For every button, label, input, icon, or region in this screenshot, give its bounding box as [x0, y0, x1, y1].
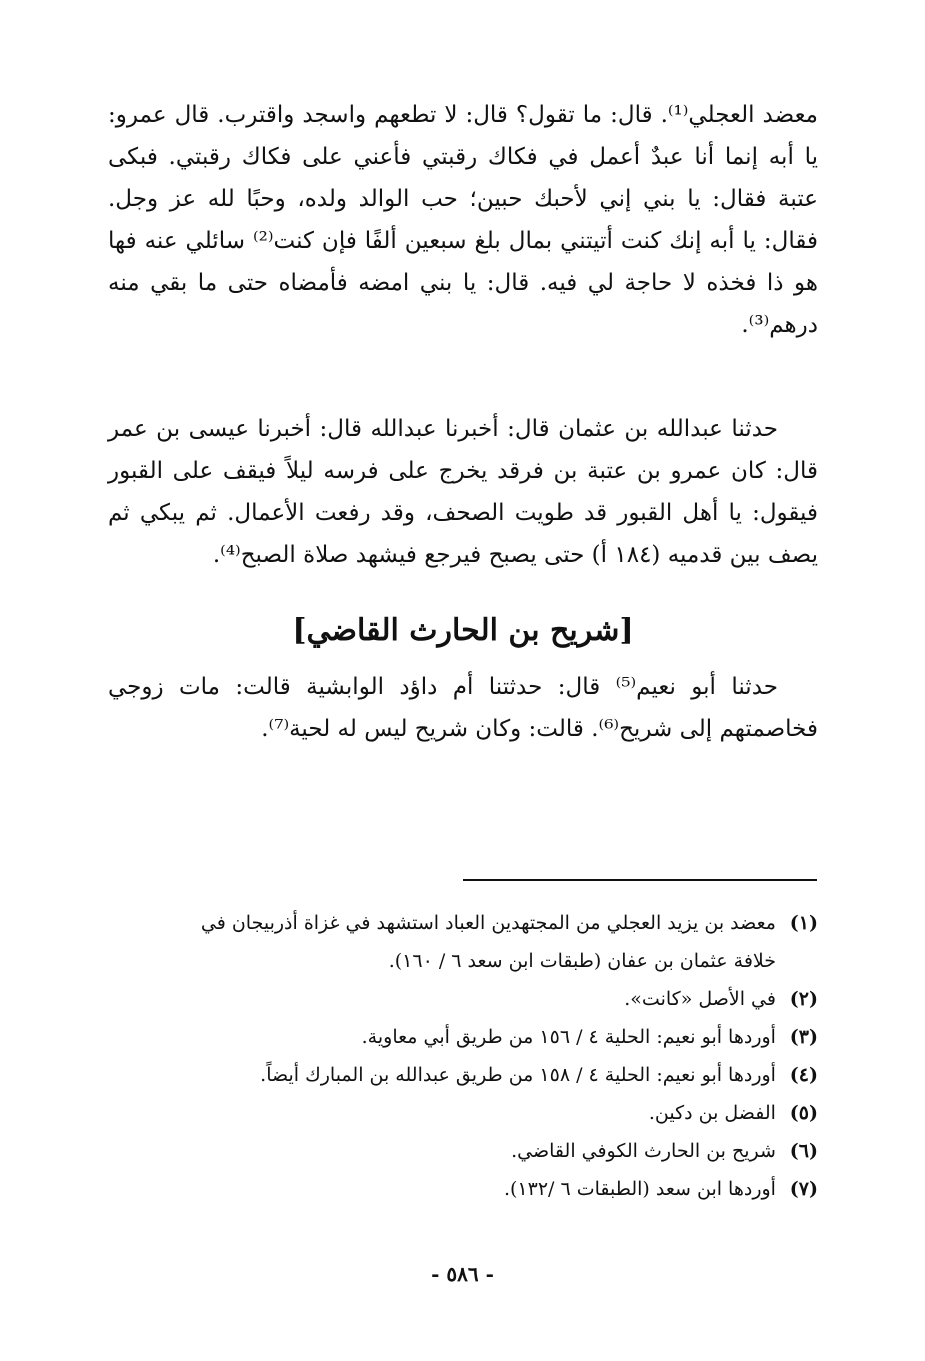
paragraph-shurayh: [108, 666, 818, 750]
paragraph-text: معضد العجلي⁽¹⁾. قال: ما تقول؟ قال: لا تطعهم واسجد واقترب. قال عمرو: يا أبه إنما أنا عبدٌ أعمل في فكاك رقبتي فأعني على فكاك رقبتي. فبكى عتبة فقال: يا بني إني لأحبك حبين؛ حب الوالد ولده، وحبًا لله عز وجل. فقال: يا أبه إنك كنت أتيتني بمال بلغ سبعين ألفًا فإن كنت⁽²⁾ سائلي عنه فها هو ذا فخذه لا حاجة لي فيه. قال: يا بني امضه فأمضاه حتى ما بقي منه درهم⁽³⁾.: [108, 102, 818, 338]
footnote-item: [108, 1170, 818, 1208]
paragraph-text: حدثنا عبدالله بن عثمان قال: أخبرنا عبدالله قال: أخبرنا عيسى بن عمر قال: كان عمرو بن عتبة بن فرقد يخرج على فرسه ليلاً فيقف على القبور فيقول: يا أهل القبور قد طويت الصحف، وقد رفعت الأعمال. ثم يبكي ثم يصف بين قدميه (١٨٤ أ) حتى يصبح فيرجع فيشهد صلاة الصبح⁽⁴⁾.: [108, 416, 818, 568]
footnotes-list: [108, 904, 818, 1208]
footnote-number: (٦): [789, 1140, 818, 1162]
footnote-item: [108, 980, 818, 1018]
footnote-item: [108, 1018, 818, 1056]
footnote-number: (٧): [789, 1178, 818, 1200]
section-heading: [شريح بن الحارث القاضي]: [292, 613, 634, 648]
page-number: - ٥٨٦ -: [431, 1262, 494, 1286]
footnote-text: أوردها أبو نعيم: الحلية ٤ / ١٥٨ من طريق عبدالله بن المبارك أيضاً.: [260, 1064, 776, 1086]
footnote-text: أوردها أبو نعيم: الحلية ٤ / ١٥٦ من طريق أبي معاوية.: [361, 1026, 776, 1048]
footnote-text-continued: خلافة عثمان بن عفان (طبقات ابن سعد ٦ / ١٦٠).: [388, 950, 776, 972]
paragraph-narration: [108, 408, 818, 576]
footnote-text: شريح بن الحارث الكوفي القاضي.: [511, 1140, 776, 1162]
footnote-text: الفضل بن دكين.: [648, 1102, 776, 1124]
footnote-text: معضد بن يزيد العجلي من المجتهدين العباد استشهد في غزاة أذربيجان في: [200, 912, 776, 934]
footnote-item: [108, 1094, 818, 1132]
footnote-item: [108, 1056, 818, 1094]
footnote-number: (٥): [789, 1102, 818, 1124]
footnote-item: [108, 1132, 818, 1170]
paragraph-continuation: [108, 94, 818, 346]
footnote-number: (٢): [789, 988, 818, 1010]
footnote-number: (١): [789, 912, 818, 934]
footnote-number: (٤): [789, 1064, 818, 1086]
footnote-number: (٣): [789, 1026, 818, 1048]
footnote-item: [108, 904, 818, 980]
footnote-text: في الأصل «كانت».: [624, 988, 776, 1010]
footnote-divider: [463, 879, 817, 881]
footnote-text: أوردها ابن سعد (الطبقات ٦ /١٣٢).: [503, 1178, 776, 1200]
paragraph-text: حدثنا أبو نعيم⁽⁵⁾ قال: حدثتنا أم داؤد الوابشية قالت: مات زوجي فخاصمتهم إلى شريح⁽⁶⁾. قالت: وكان شريح ليس له لحية⁽⁷⁾.: [108, 674, 818, 742]
